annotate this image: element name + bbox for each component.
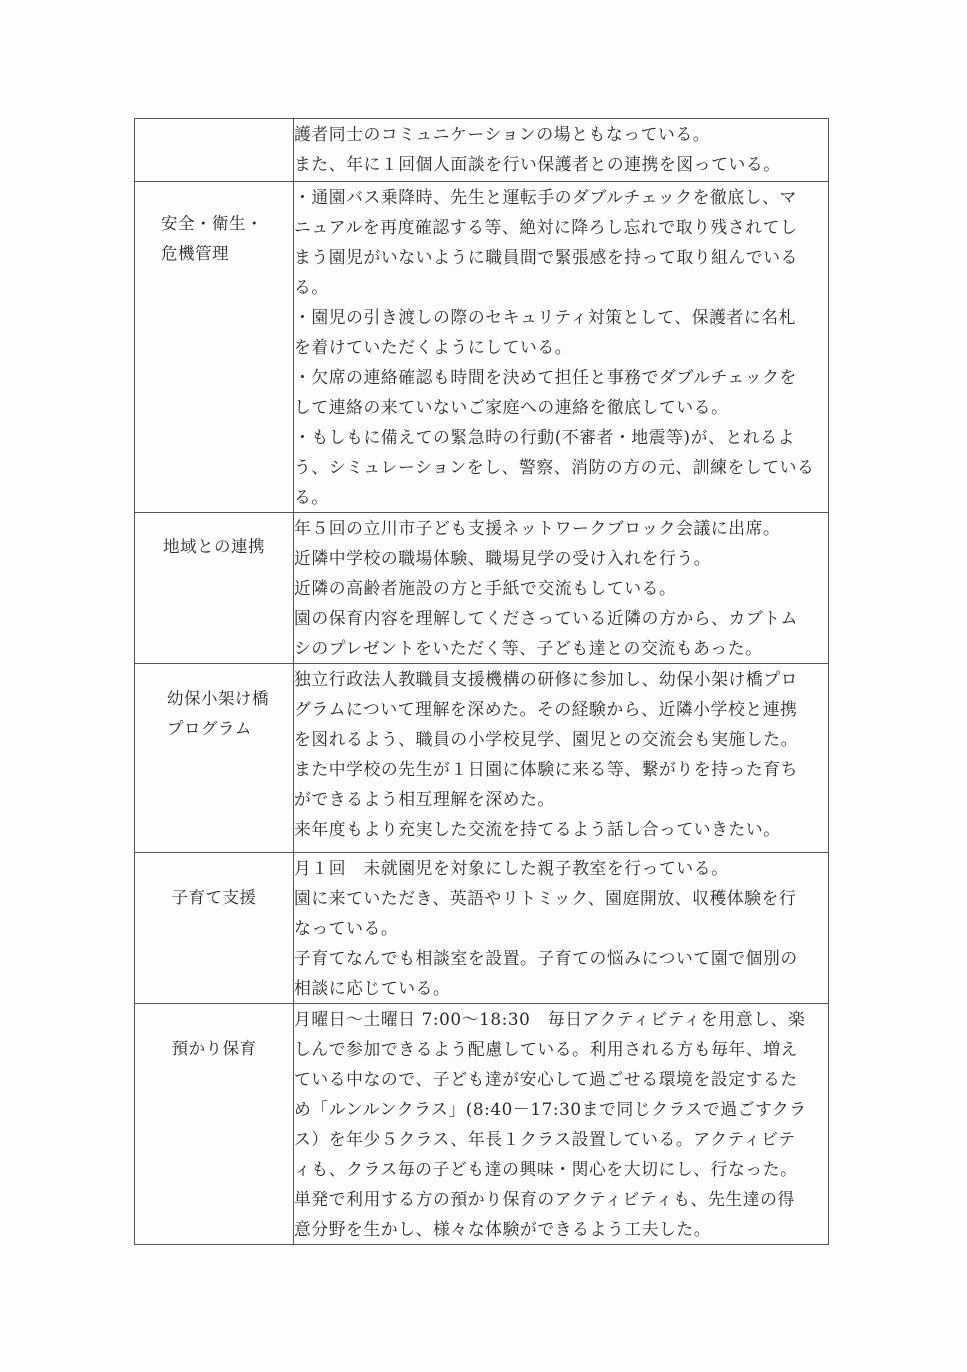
content-line: また、年に１回個人面談を行い保護者との連携を図っている。 bbox=[294, 154, 781, 174]
content-line: 子育てなんでも相談室を設置。子育ての悩みについて園で個別の bbox=[294, 948, 798, 968]
table-row bbox=[135, 1004, 829, 1245]
content-line: ・通園バス乗降時、先生と運転手のダブルチェックを徹底し、マ bbox=[294, 187, 797, 207]
content-line: 園に来ていただき、英語やリトミック、園庭開放、収穫体験を行 bbox=[294, 888, 797, 908]
content-line: を着けていただくようにしている。 bbox=[294, 337, 573, 357]
row-label-cell bbox=[135, 1004, 294, 1245]
content-line: シのプレゼントをいただく等、子ども達との交流もあった。 bbox=[294, 638, 763, 658]
row-label-cell bbox=[135, 119, 294, 182]
content-line: 来年度もより充実した交流を持てるよう話し合っていきたい。 bbox=[294, 819, 781, 839]
content-line: 意分野を生かし、様々な体験ができるよう工夫した。 bbox=[294, 1219, 712, 1239]
content-line: 独立行政法人教職員支援機構の研修に参加し、幼保小架け橋プロ bbox=[294, 669, 799, 689]
content-line: 相談に応じている。 bbox=[294, 978, 451, 998]
row-label: 子育て支援 bbox=[171, 888, 257, 907]
row-label-cell bbox=[135, 853, 294, 1004]
report-table-body bbox=[135, 119, 829, 1245]
row-label-cell bbox=[135, 513, 294, 664]
row-content-cell bbox=[294, 119, 829, 182]
content-line: して連絡の来ていないご家庭への連絡を徹底している。 bbox=[294, 397, 729, 417]
table-row bbox=[135, 119, 829, 182]
row-label: 預かり保育 bbox=[171, 1039, 257, 1058]
content-line: ・欠席の連絡確認も時間を決めて担任と事務でダブルチェックを bbox=[294, 367, 797, 387]
row-content-cell bbox=[294, 664, 829, 853]
content-line: また中学校の先生が１日園に体験に来る等、繋がりを持った育ち bbox=[294, 759, 799, 779]
content-line: め「ルンルンクラス」(8:40－17:30まで同じクラスで過ごすクラ bbox=[294, 1099, 807, 1119]
row-content-cell bbox=[294, 1004, 829, 1245]
table-row bbox=[135, 853, 829, 1004]
row-label: 安全・衛生・ 危機管理 bbox=[161, 214, 263, 263]
content-line: なっている。 bbox=[294, 918, 399, 938]
content-line: 近隣中学校の職場体験、職場見学の受け入れを行う。 bbox=[294, 548, 712, 568]
table-row bbox=[135, 664, 829, 853]
content-line: グラムについて理解を深めた。その経験から、近隣小学校と連携 bbox=[294, 699, 798, 719]
content-line: 年５回の立川市子ども支援ネットワークブロック会議に出席。 bbox=[294, 518, 781, 538]
content-line: ている中なので、子ども達が安心して過ごせる環境を設定するた bbox=[294, 1069, 798, 1089]
row-content-cell bbox=[294, 853, 829, 1004]
table-row bbox=[135, 513, 829, 664]
row-content-cell bbox=[294, 182, 829, 513]
report-table bbox=[134, 118, 829, 1245]
content-line: ・もしもに備えての緊急時の行動(不審者・地震等)が、とれるよ bbox=[294, 427, 795, 447]
table-row bbox=[135, 182, 829, 513]
content-line: る。 bbox=[294, 487, 329, 507]
content-line: 月曜日～土曜日 7:00～18:30 毎日アクティビティを用意し、楽 bbox=[294, 1009, 806, 1029]
content-line: しんで参加できるよう配慮している。利用される方も毎年、増え bbox=[294, 1039, 799, 1059]
content-line: う、シミュレーションをし、警察、消防の方の元、訓練をしている bbox=[294, 457, 815, 477]
content-line: 単発で利用する方の預かり保育のアクティビティも、先生達の得 bbox=[294, 1189, 795, 1209]
content-line: 月１回 未就園児を対象にした親子教室を行っている。 bbox=[294, 858, 729, 878]
content-line: ができるよう相互理解を深めた。 bbox=[294, 789, 555, 809]
content-line: ィも、クラス毎の子ども達の興味・関心を大切にし、行なった。 bbox=[294, 1159, 798, 1179]
content-line: 近隣の高齢者施設の方と手紙で交流もしている。 bbox=[294, 578, 677, 598]
content-line: 園の保育内容を理解してくださっている近隣の方から、カブトム bbox=[294, 608, 799, 628]
row-label: 幼保小架け橋 プログラム bbox=[167, 689, 269, 738]
row-content-cell bbox=[294, 513, 829, 664]
content-line: 護者同士のコミュニケーションの場ともなっている。 bbox=[294, 124, 711, 144]
row-label-cell bbox=[135, 182, 294, 513]
content-line: ・園児の引き渡しの際のセキュリティ対策として、保護者に名札 bbox=[294, 307, 797, 327]
row-label: 地域との連携 bbox=[163, 537, 265, 556]
content-line: まう園児がいないように職員間で緊張感を持って取り組んでいる bbox=[294, 247, 799, 267]
content-line: ス）を年少５クラス、年長１クラス設置している。アクティビテ bbox=[294, 1129, 796, 1149]
row-label-cell bbox=[135, 664, 294, 853]
content-line: る。 bbox=[294, 277, 329, 297]
content-line: を図れるよう、職員の小学校見学、園児との交流会も実施した。 bbox=[294, 729, 799, 749]
content-line: ニュアルを再度確認する等、絶対に降ろし忘れで取り残されてし bbox=[294, 217, 798, 237]
